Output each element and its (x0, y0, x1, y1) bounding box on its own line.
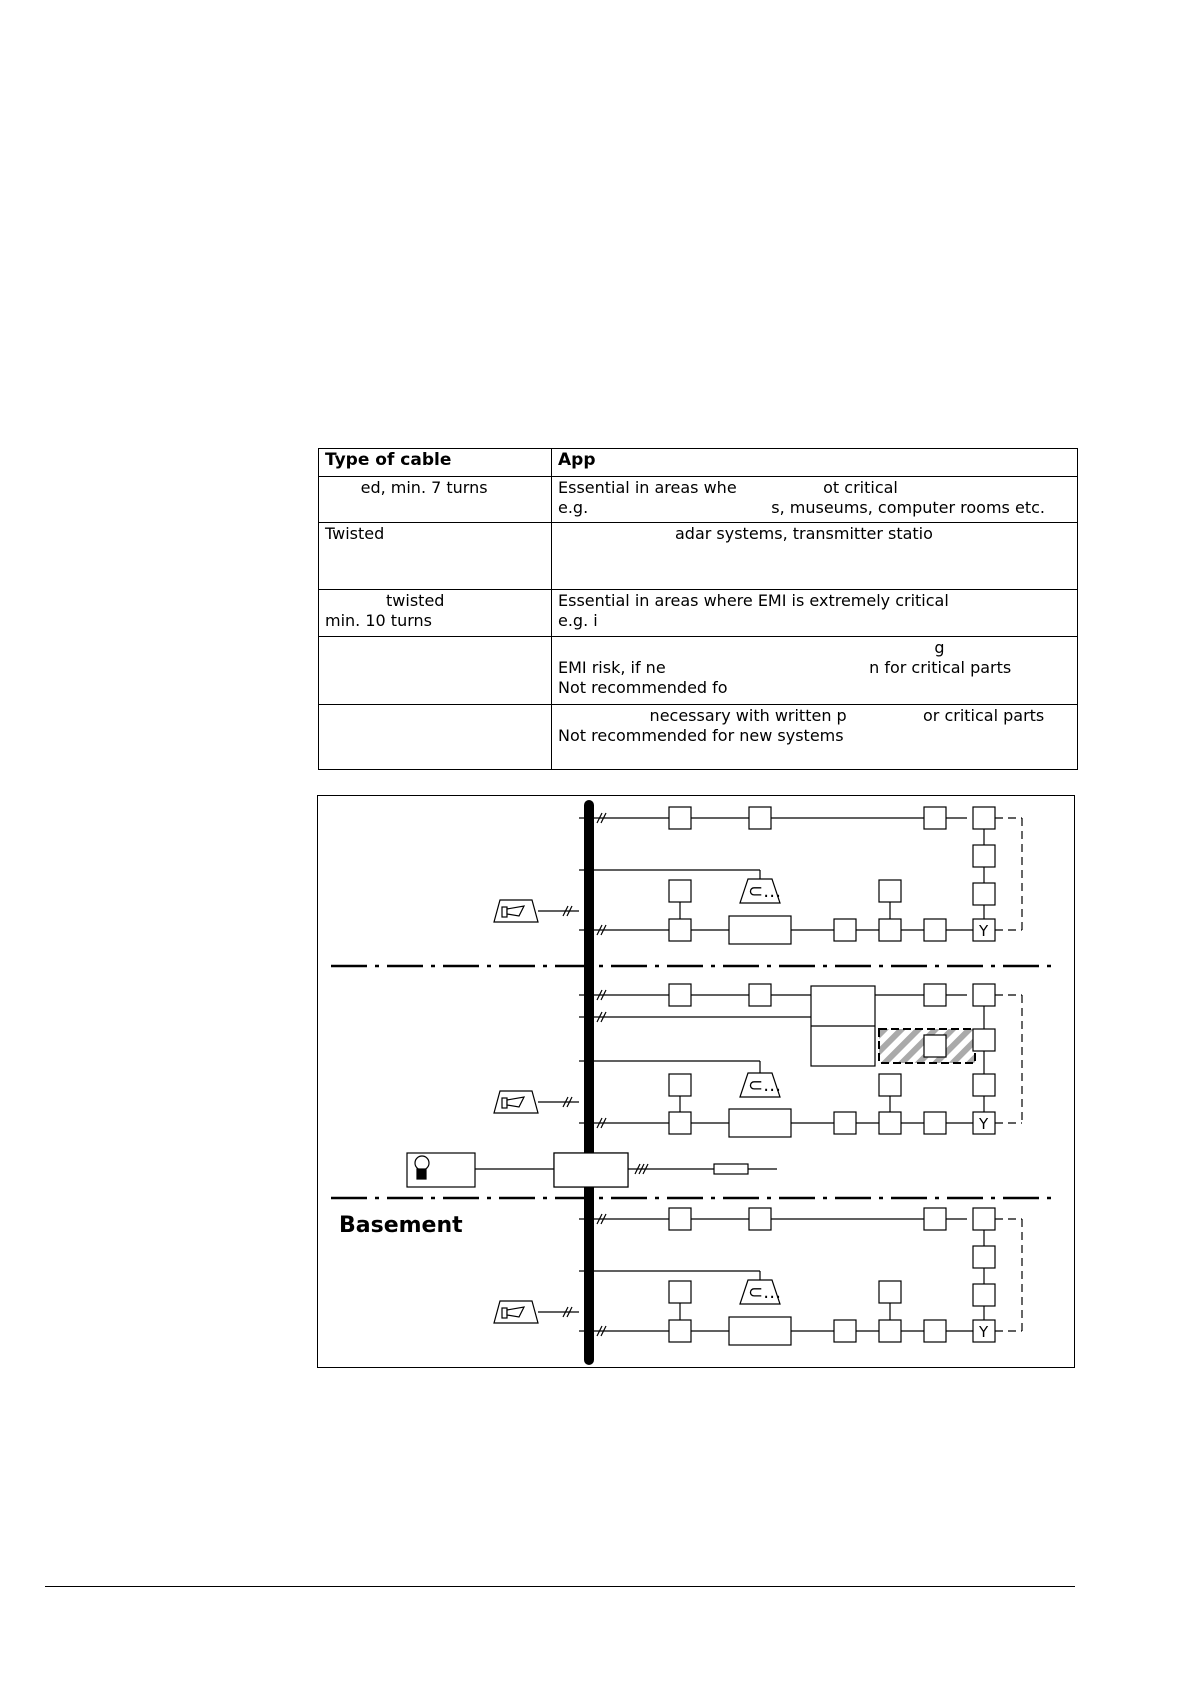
application-cell (552, 590, 1078, 637)
device-box (879, 1281, 901, 1303)
table-row (319, 637, 1078, 705)
device-box (973, 807, 995, 829)
cell-line: Essential in areas whe ot critical (558, 478, 898, 497)
device-box (973, 883, 995, 905)
cell-line: Twisted (325, 524, 385, 543)
central-unit-box (554, 1153, 628, 1187)
device-box (924, 1320, 946, 1342)
cell-line: EMI risk, if ne n for critical parts (558, 658, 1012, 677)
device-box (834, 1320, 856, 1342)
cell-line: e.g. i (558, 611, 598, 630)
device-box (669, 1074, 691, 1096)
cable-type-cell (319, 637, 552, 705)
device-box (669, 919, 691, 941)
cable-type-table (318, 448, 1078, 770)
device-box (973, 1029, 995, 1051)
device-box (924, 807, 946, 829)
cell-line: Not recommended for new systems (558, 726, 844, 745)
lamp-icon-base (417, 1169, 426, 1179)
device-box (924, 1035, 946, 1057)
call-point-part (502, 1308, 507, 1318)
diagram-frame (318, 796, 1075, 1368)
detector-glyph: ⊂… (748, 1282, 782, 1303)
footer-rule (45, 1586, 1075, 1587)
panel-box (729, 1109, 791, 1137)
device-box (879, 1074, 901, 1096)
call-point-part (502, 1098, 507, 1108)
detector-glyph: ⊂… (748, 881, 782, 902)
device-box (924, 1112, 946, 1134)
cell-line: min. 10 turns (325, 611, 432, 630)
device-box (879, 919, 901, 941)
device-box (749, 1208, 771, 1230)
cable-type-cell (319, 477, 552, 523)
device-box (973, 1208, 995, 1230)
cell-line: e.g. s, museums, computer rooms etc. (558, 498, 1045, 517)
application-cell (552, 705, 1078, 770)
device-box (669, 1281, 691, 1303)
cell-line: g (558, 638, 945, 657)
cable-type-cell (319, 590, 552, 637)
fuse-icon (714, 1164, 748, 1174)
device-box (749, 807, 771, 829)
table-row (319, 705, 1078, 770)
panel-box (729, 1317, 791, 1345)
device-box (669, 984, 691, 1006)
application-cell (552, 523, 1078, 590)
table-row (319, 590, 1078, 637)
cable-type-cell (319, 523, 552, 590)
table-row (319, 523, 1078, 590)
device-box (973, 1284, 995, 1306)
device-box (669, 807, 691, 829)
cell-line: twisted (325, 591, 445, 610)
device-box (749, 984, 771, 1006)
device-box (879, 1320, 901, 1342)
cell-line: adar systems, transmitter statio (558, 524, 933, 543)
device-box (973, 1074, 995, 1096)
cell-line: necessary with written p or critical parts (558, 706, 1045, 725)
device-box (924, 919, 946, 941)
cell-line: ed, min. 7 turns (325, 478, 488, 497)
floor-label-basement: Basement (339, 1213, 463, 1238)
device-box (834, 1112, 856, 1134)
device-box (973, 845, 995, 867)
lamp-icon (415, 1156, 429, 1170)
call-point-part (502, 907, 507, 917)
device-box (669, 1208, 691, 1230)
device-box (973, 984, 995, 1006)
device-box (669, 1112, 691, 1134)
device-box (973, 1246, 995, 1268)
sounder-glyph: Y (979, 1323, 989, 1341)
detector-glyph: ⊂… (748, 1075, 782, 1096)
header-application: App (552, 449, 1078, 477)
sounder-glyph: Y (979, 1115, 989, 1133)
device-box (879, 1112, 901, 1134)
table-row (319, 477, 1078, 523)
cable-type-cell (319, 705, 552, 770)
application-cell (552, 637, 1078, 705)
device-box (669, 880, 691, 902)
device-box (879, 880, 901, 902)
application-cell (552, 477, 1078, 523)
wiring-diagram (317, 795, 1077, 1369)
table-header-row (319, 449, 1078, 477)
device-box (924, 1208, 946, 1230)
sounder-glyph: Y (979, 922, 989, 940)
panel-box (729, 916, 791, 944)
header-type-of-cable: Type of cable (319, 449, 552, 477)
cell-line: Essential in areas where EMI is extremely critical (558, 591, 949, 610)
device-box (669, 1320, 691, 1342)
cell-line: Not recommended fo (558, 678, 728, 697)
device-box (924, 984, 946, 1006)
device-box (834, 919, 856, 941)
